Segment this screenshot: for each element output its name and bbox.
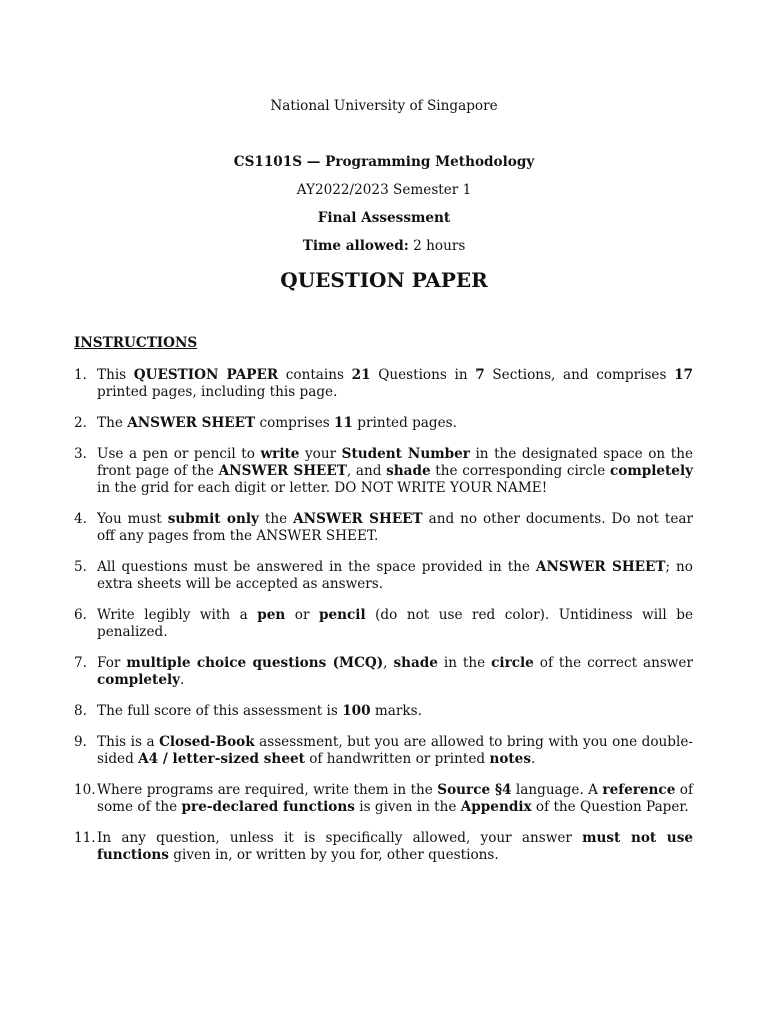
instruction-bold-text: pencil — [318, 607, 366, 623]
course-name: Programming Methodology — [325, 154, 535, 170]
instruction-text: assessment, but you are allowed to bring with you one double-sided — [97, 734, 693, 767]
instruction-bold-text: ANSWER SHEET — [535, 559, 666, 575]
instruction-number: 1. — [74, 367, 87, 383]
instruction-number: 10. — [74, 782, 96, 798]
instruction-text: in the designated space on the front page of the — [97, 446, 693, 479]
instruction-bold-text: Source §4 — [437, 782, 512, 798]
instruction-text: The full score of this assessment is — [97, 703, 343, 719]
instruction-bold-text: Appendix — [460, 799, 532, 815]
instruction-text: All questions must be answered in the space provided in the — [97, 559, 536, 575]
instruction-item — [74, 367, 693, 401]
course-code: CS1101S — [233, 154, 303, 170]
university-name: National University of Singapore — [270, 98, 498, 114]
instruction-text: the — [258, 511, 294, 527]
instruction-number: 3. — [74, 446, 87, 462]
instruction-bold-text: reference — [602, 782, 676, 798]
instruction-text: in the grid for each digit or letter. DO NOT WRITE YOUR NAME! — [97, 480, 548, 496]
instruction-bold-text: shade — [393, 655, 438, 671]
instruction-text: . — [180, 672, 185, 688]
instruction-bold-text: 100 — [342, 703, 371, 719]
instruction-item — [74, 830, 693, 864]
instruction-bold-text: completely — [609, 463, 694, 479]
instruction-bold-text: circle — [491, 655, 534, 671]
instruction-text: the corresponding circle — [430, 463, 610, 479]
instruction-bold-text: ANSWER SHEET — [127, 415, 256, 431]
time-value: 2 hours — [413, 238, 466, 254]
instruction-item — [74, 734, 693, 768]
instruction-text: in the — [437, 655, 492, 671]
instruction-text: given in, or written by you for, other questions. — [168, 847, 499, 863]
instruction-bold-text: 21 — [351, 367, 371, 383]
instruction-number: 11. — [74, 830, 96, 846]
instruction-bold-text: write — [260, 446, 300, 462]
instruction-bold-text: Closed-Book — [159, 734, 255, 750]
instruction-bold-text: ANSWER SHEET — [293, 511, 423, 527]
instruction-text: marks. — [370, 703, 422, 719]
page-title: QUESTION PAPER — [280, 268, 488, 292]
instruction-text: (do not use red color). Untidiness will be penalized. — [97, 607, 693, 640]
instruction-text: This — [97, 367, 134, 383]
instruction-text: In any question, unless it is specifically allowed, your answer — [97, 830, 583, 846]
instruction-text: printed pages, including this page. — [97, 384, 338, 400]
instruction-text: For — [97, 655, 127, 671]
instruction-text: . — [530, 751, 536, 767]
instruction-item — [74, 446, 693, 497]
instruction-bold-text: notes — [489, 751, 531, 767]
instruction-text: is given in the — [354, 799, 461, 815]
instruction-bold-text: ANSWER SHEET — [218, 463, 347, 479]
instruction-text: or — [285, 607, 319, 623]
instruction-bold-text: must not use functions — [97, 830, 693, 863]
instruction-bold-text: submit only — [167, 511, 259, 527]
instruction-text: of handwritten or printed — [304, 751, 490, 767]
instruction-bold-text: pre-declared functions — [181, 799, 355, 815]
course-separator: — — [302, 154, 326, 170]
instruction-bold-text: 17 — [674, 367, 694, 383]
instruction-text: You must — [97, 511, 168, 527]
instruction-item — [74, 607, 693, 641]
instruction-bold-text: Student Number — [341, 446, 470, 462]
instruction-text: of the Question Paper. — [531, 799, 689, 815]
instruction-text: your — [299, 446, 342, 462]
instruction-text: This is a — [97, 734, 160, 750]
instruction-number: 6. — [74, 607, 87, 623]
instruction-bold-text: 11 — [334, 415, 353, 431]
instruction-text: , — [383, 655, 394, 671]
instruction-text: printed pages. — [352, 415, 457, 431]
instruction-text: Questions in — [370, 367, 476, 383]
instruction-number: 7. — [74, 655, 87, 671]
instruction-text: of some of the — [97, 782, 693, 815]
instruction-item — [74, 655, 693, 689]
instruction-number: 5. — [74, 559, 87, 575]
instruction-item — [74, 782, 693, 816]
instruction-bold-text: A4 / letter-sized sheet — [138, 751, 305, 767]
instruction-text: Sections, and comprises — [484, 367, 675, 383]
instruction-text: Where programs are required, write them in the — [97, 782, 438, 798]
instruction-text: Use a pen or pencil to — [97, 446, 261, 462]
instruction-number: 8. — [74, 703, 87, 719]
instruction-text: language. A — [511, 782, 603, 798]
semester: AY2022/2023 Semester 1 — [296, 182, 472, 198]
instruction-bold-text: multiple choice questions (MCQ) — [126, 655, 384, 671]
instructions-heading: INSTRUCTIONS — [74, 335, 198, 351]
instruction-bold-text: 7 — [475, 367, 485, 383]
instruction-item — [74, 559, 693, 593]
instruction-text: ; no extra sheets will be accepted as answers. — [97, 559, 693, 592]
instruction-item — [74, 415, 693, 432]
instruction-text: comprises — [255, 415, 335, 431]
instruction-number: 2. — [74, 415, 87, 431]
course-title — [0, 154, 768, 171]
time-allowed — [0, 238, 768, 255]
instruction-bold-text: QUESTION PAPER — [133, 367, 279, 383]
instruction-number: 9. — [74, 734, 87, 750]
instruction-bold-text: completely — [97, 672, 181, 688]
instruction-text: Write legibly with a — [97, 607, 258, 623]
instruction-bold-text: pen — [257, 607, 286, 623]
instructions-list — [74, 367, 693, 878]
instruction-text: The — [97, 415, 128, 431]
instruction-text: and no other documents. Do not tear off any pages from the ANSWER SHEET. — [97, 511, 693, 544]
instruction-bold-text: shade — [386, 463, 431, 479]
instruction-text: , and — [346, 463, 387, 479]
instruction-text: of the correct answer — [533, 655, 693, 671]
time-label: Time allowed: — [302, 238, 409, 254]
instruction-item — [74, 703, 693, 720]
instruction-item — [74, 511, 693, 545]
instruction-text: contains — [278, 367, 352, 383]
instruction-number: 4. — [74, 511, 87, 527]
assessment-type: Final Assessment — [317, 210, 451, 226]
